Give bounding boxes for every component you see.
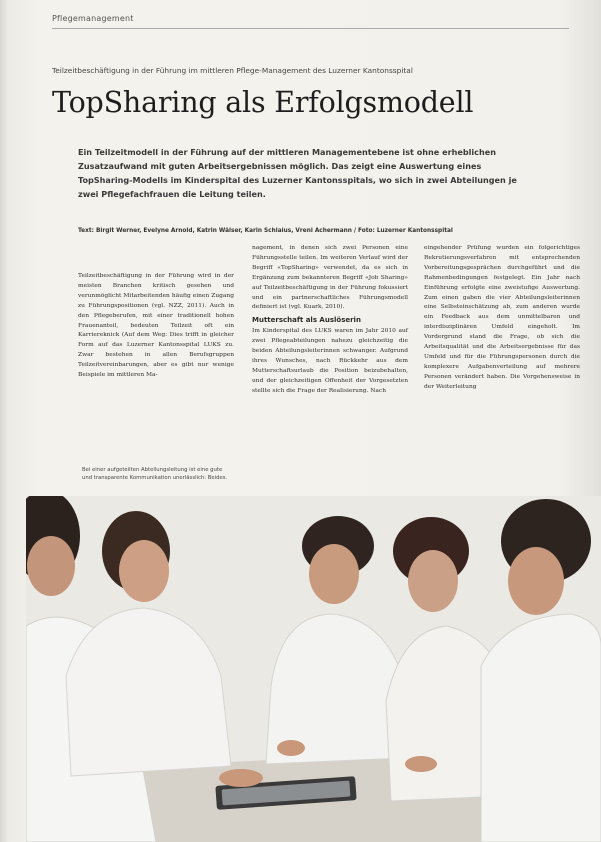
article-byline: Text: Birgit Werner, Evelyne Arnold, Katrin Wälser, Karin Schlaius, Vreni Achermann / Foto: Luzerner Kantonsspital [78,228,453,234]
article-kicker: Teilzeitbeschäftigung in der Führung im mittleren Pflege-Management des Luzerner Kantonsspital [52,66,413,75]
photo-caption: Bei einer aufgeteilten Abteilungsleitung ist eine gute und transparente Kommunikation unerlässlich: Beides. [82,467,228,481]
body-paragraph: Im Kinderspital des LUKS waren im Jahr 2010 auf zwei Pflegeabteilungen nahezu gleichzeitig die beiden Abteilungsleiterinnen schwanger. Aufgrund ihres Wunsches, nach Rückkehr aus dem Mutterschaftsurlaub die Position beizubehalten, und der gleichzeitigen Offenheit der Vorgesetzten stellte sich die Frage der Realisierung. Nach [252,328,408,394]
article-lead: Ein Teilzeitmodell in der Führung auf der mittleren Managementebene ist ohne erheblichen Zusatzaufwand mit guten Arbeitsergebnissen möglich. Das zeigt eine Auswertung eines TopSharing-Modells im Kinderspital des Luzerner Kantonsspitals, wo sich in zwei Abteilungen je zwei Pflegefachfrauen die Leitung teilen. [78,147,517,199]
body-paragraph: eingehender Prüfung wurden ein folgerichtiges Rekrutierungsverfahren mit entsprechenden Vorbereitungsgesprächen durchgeführt und die Rahmenbedingungen festgelegt. Ein Jahr nach Einführung erfolgte eine zweistufige Auswertung. Zum einen gaben die vier Abteilungsleiterinnen eine Selbsteinschätzung ab, zum anderen wurde ein Feedback aus dem unmittelbaren und interdisziplinären Umfeld eingeholt. Im Vordergrund stand die Frage, ob sich die Arbeitsqualität und die Arbeitsergebnisse für das Umfeld und für die Führungspersonen durch die komplexere Aufgabenverteilung auf mehrere Personen verändert haben. Die Vorgehensweise in der Weiterleitung [424,245,580,390]
body-column-1 [78,272,234,381]
body-column-2 [252,244,408,397]
section-label: Pflegemanagement [52,14,134,23]
body-paragraph: Teilzeitbeschäftigung in der Führung wird in der meisten Branchen kritisch gesehen und verunmöglicht Mitarbeitenden häufig einen Zugang zu Führungspositionen (vgl. NZZ, 2011). Auch in den Pflegeberufen, mit einer traditionell hohen Frauenanteil, bedeuten Teilzeit oft ein Karriereknick (Auf dem Weg: Dies trifft in gleicher Form auf das Luzerner Kantonsspital LUKS zu. Zwar bestehen in allen Berufsgruppen Teilzeitvereinbarungen, aber es gibt nur wenige Beispiele im mittleren Ma- [78,273,234,379]
header-divider [52,28,569,29]
subheading: Mutterschaft als Auslöserin [252,316,361,325]
article-title: TopSharing als Erfolgsmodell [52,86,474,119]
body-column-3 [424,244,580,393]
article-photo [26,496,601,842]
team-meeting-illustration [26,496,601,842]
body-paragraph: nagement, in denen sich zwei Personen eine Führungsstelle teilen. Im weiteren Verlauf wird der Begriff «TopSharing» verwendet, da es sich in Ergänzung zum bekannteren Begriff «Job Sharing» auf Teilzeitbeschäftigung in der Führung fokussiert und ein partnerschaftliches Führungsmodell definiert ist (vgl. Kuark, 2010). [252,245,408,311]
